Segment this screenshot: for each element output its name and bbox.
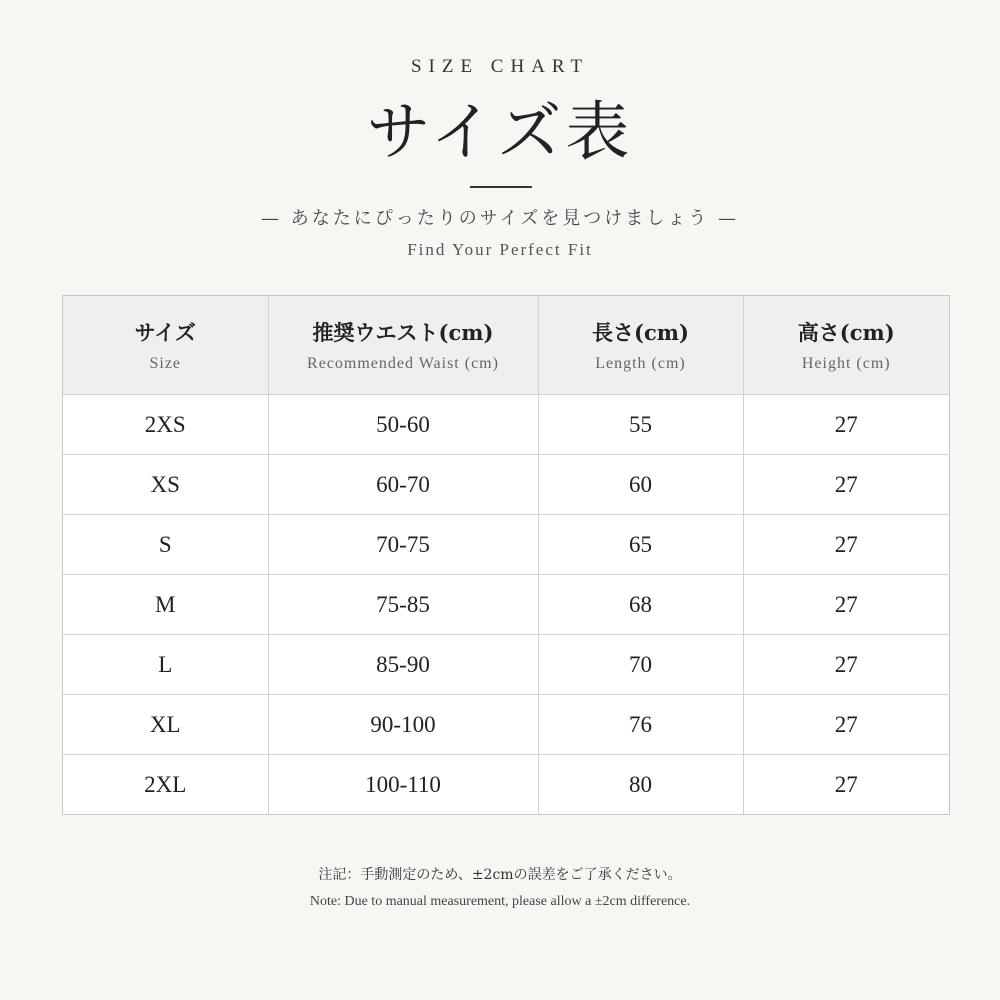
title-divider: [470, 186, 532, 188]
subtitle-japanese: — あなたにぴったりのサイズを見つけましょう —: [260, 208, 739, 229]
cell-length: 55: [538, 395, 743, 455]
header-size: [63, 296, 268, 395]
cell-height: 27: [834, 771, 858, 797]
cell-length: 76: [538, 695, 743, 755]
header-waist-en: Recommended Waist (cm): [307, 355, 499, 372]
cell-length: 80: [538, 755, 743, 815]
header-waist: [268, 296, 538, 395]
cell-height: 27: [743, 395, 949, 455]
cell-waist: 50-60: [268, 395, 538, 455]
cell-waist: 100-110: [268, 755, 538, 815]
cell-waist: 75-85: [268, 575, 538, 635]
cell-length: 70: [538, 635, 743, 695]
table-header-row: [63, 296, 949, 395]
cell-length: 65: [538, 515, 743, 575]
cell-height: 27: [743, 635, 949, 695]
subtitle-english: Find Your Perfect Fit: [407, 240, 593, 259]
header-size-jp: サイズ: [134, 320, 196, 345]
header-size-en: Size: [149, 355, 182, 372]
table-row: [63, 515, 949, 575]
header-length-jp: 長さ(cm): [592, 320, 689, 345]
cell-waist: 70-75: [268, 515, 538, 575]
cell-height: 27: [743, 695, 949, 755]
header-waist-jp: 推奨ウエスト(cm): [312, 320, 494, 345]
page-title: サイズ表: [366, 96, 634, 170]
cell-size: 2XL: [63, 755, 268, 815]
cell-size: XS: [63, 455, 268, 515]
cell-length: 68: [538, 575, 743, 635]
cell-size: 2XS: [63, 395, 268, 455]
table-row: [63, 575, 949, 635]
cell-size: S: [63, 515, 268, 575]
cell-size: M: [63, 575, 268, 635]
cell-waist: 90-100: [268, 695, 538, 755]
header-length: [538, 296, 743, 395]
table-row: [63, 455, 949, 515]
note-japanese: 注記：手動測定のため、±2cmの誤差をご了承ください。: [318, 867, 682, 883]
cell-size: L: [63, 635, 268, 695]
cell-height: 27: [743, 575, 949, 635]
header-height-en: Height (cm): [801, 355, 891, 372]
cell-length: 60: [538, 455, 743, 515]
table-row: [63, 635, 949, 695]
cell-waist: 85-90: [268, 635, 538, 695]
header-height: [743, 296, 949, 395]
size-table: [62, 295, 950, 815]
cell-waist: 60-70: [268, 455, 538, 515]
table-row: [63, 695, 949, 755]
eyebrow-label: SIZE CHART: [410, 56, 590, 77]
cell-height: 27: [743, 515, 949, 575]
table-row: [63, 395, 949, 455]
header-length-en: Length (cm): [595, 355, 686, 372]
table-row: [63, 755, 949, 815]
cell-size: XL: [63, 695, 268, 755]
cell-height: 27: [743, 455, 949, 515]
note-english: Note: Due to manual measurement, please allow a ±2cm difference.: [309, 894, 691, 909]
header-height-jp: 高さ(cm): [797, 320, 895, 345]
